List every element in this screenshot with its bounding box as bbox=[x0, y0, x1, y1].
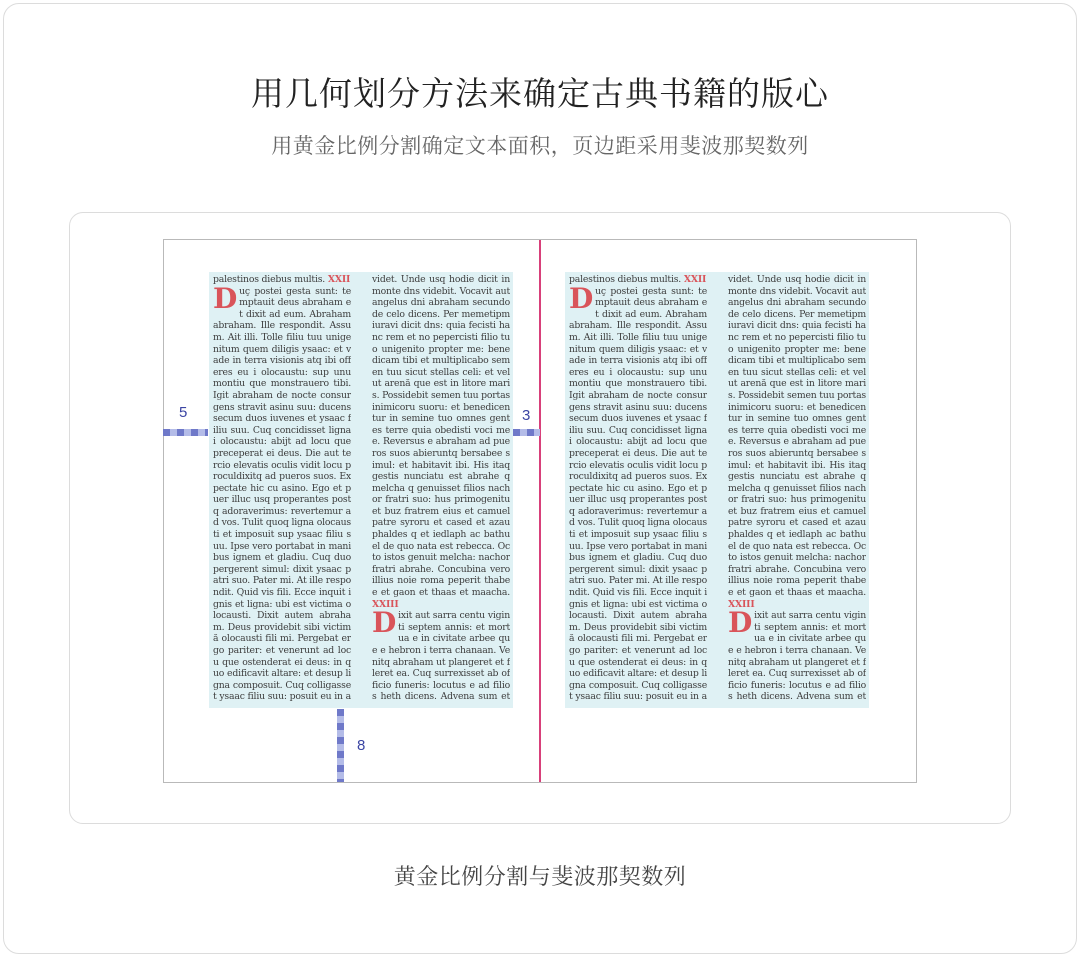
body-text: uç postei gesta sunt: temptauit deus abraham et dixit ad eum. Abraham abraham. Ille respondit. Assum. Ait illi. Tolle filiu tuu unigenitum quem diligis ysaac: et vade in terra visionis atq ibi offeres eu i olocaustu: sup unu montiu que monstrauero tibi. Igit abraham de nocte consurgens stravit asinu suu: ducens secum duos iuvenes et ysaac filiu suu. Cuq concidisset ligna i olocaustu: abijt ad locu que preceperat ei deus. Die aut tercio elevatis oculis vidit locu proculdixitq ad pueros suos. Expectate hic cu asino. Ego et puer illuc usq properantes postq adoraverimus: revertemur ad vos. Tulit quoq ligna olocausti et imposuit sup ysaac filiu suu. Ipse vero portabat in manibus ignem et gladiu. Cuq duo pergerent simul: dixit ysaac patri suo. Pater mi. At ille respondit. Quid vis fili. Ecce inquit ignis et ligna: ubi est victima olocausti. Dixit autem abraham. Deus providebit sibi victimă olocausti fili mi. Pergebat ergo pariter: et venerunt ad locu que ostenderat ei deus: in quo edificavit altare: et desup ligna composuit. Cuq colligasset ysaac filiu suu: posuit eu in a bbox=[213, 285, 351, 703]
outer-margin-label: 5 bbox=[179, 404, 188, 421]
text-block-left bbox=[209, 272, 513, 708]
text-column bbox=[213, 274, 351, 704]
initial-capital: D bbox=[728, 606, 753, 640]
body-text: videt. Unde usq hodie dicit in monte dns videbit. Vocavit aut angelus dni abraham secundo de celo dicens. Per memetipm iuravi dicit dns: quia fecisti hanc rem et no pepercisti filio tuo unigenito propter me: benedicam tibi et multiplicabo semen tuu sicut stellas celi: et velut arenă que est in litore maris. Possidebit semen tuu portas inimicoru suoru: et benedicentur in semine tuo omnes gentes terre quia obedisti voci mee. Reversus e abraham ad pueros suos abieruntq bersabee simul: et habitavit ibi. His itaq gestis nunciatu est abrahe q melcha q genuisset filios nachor fratri suo: hus primogenitu et buz fratrem eius et camuel patre syroru et cased et azau phaldes q et iedlaph ac bathuel de quo nata est rebecca. Octo istos genuit melcha: nachor fratri abrahe. Concubina vero illius noie roma peperit thabee et gaon et thaas et maacha. bbox=[372, 274, 510, 599]
book-spread bbox=[163, 239, 917, 783]
gutter-margin-marker bbox=[513, 429, 540, 436]
bottom-margin-marker bbox=[337, 709, 344, 782]
page-subtitle: 用黄金比例分割确定文本面积，页边距采用斐波那契数列 bbox=[271, 134, 809, 158]
figure-caption: 黄金比例分割与斐波那契数列 bbox=[393, 865, 687, 890]
initial-capital: D bbox=[213, 281, 238, 315]
body-text: uç postei gesta sunt: temptauit deus abraham et dixit ad eum. Abraham abraham. Ille respondit. Assum. Ait illi. Tolle filiu tuu unigenitum quem diligis ysaac: et vade in terra visionis atq ibi offeres eu i olocaustu: sup unu montiu que monstrauero tibi. Igit abraham de nocte consurgens stravit asinu suu: ducens secum duos iuvenes et ysaac filiu suu. Cuq concidisset ligna i olocaustu: abijt ad locu que preceperat ei deus. Die aut tercio elevatis oculis vidit locu proculdixitq ad pueros suos. Expectate hic cu asino. Ego et puer illuc usq properantes postq adoraverimus: revertemur ad vos. Tulit quoq ligna olocausti et imposuit sup ysaac filiu suu. Ipse vero portabat in manibus ignem et gladiu. Cuq duo pergerent simul: dixit ysaac patri suo. Pater mi. At ille respondit. Quid vis fili. Ecce inquit ignis et ligna: ubi est victima olocausti. Dixit autem abraham. Deus providebit sibi victimă olocausti fili mi. Pergebat ergo pariter: et venerunt ad locu que ostenderat ei deus: in quo edificavit altare: et desup ligna composuit. Cuq colligasset ysaac filiu suu: posuit eu in a bbox=[569, 285, 707, 703]
chapter-number: XXII bbox=[683, 274, 707, 285]
initial-capital: D bbox=[372, 606, 397, 640]
bottom-margin-label: 8 bbox=[357, 737, 366, 754]
gutter-margin-label: 3 bbox=[522, 407, 531, 424]
body-text: ixit aut sarra centu viginti septem annis: et mortua e in civitate arbee que e hebron i terra chanaan. Venitq abraham ut plangeret et fleret ea. Cuq surrexisset ab officio funeris: locutus e ad filios heth dicens. Advena sum et bbox=[372, 610, 510, 703]
chapter-number: XXIII bbox=[372, 598, 399, 610]
chapter-number: XXIII bbox=[728, 598, 755, 610]
outer-margin-marker bbox=[163, 429, 208, 436]
gutter-line bbox=[539, 240, 541, 782]
text-column bbox=[372, 274, 510, 704]
text-column bbox=[569, 274, 707, 704]
body-text: ixit aut sarra centu viginti septem annis: et mortua e in civitate arbee que e hebron i terra chanaan. Venitq abraham ut plangeret et fleret ea. Cuq surrexisset ab officio funeris: locutus e ad filios heth dicens. Advena sum et bbox=[728, 610, 866, 703]
text-block-right bbox=[565, 272, 869, 708]
running-head: palestinos diebus multis. bbox=[213, 274, 326, 285]
text-column bbox=[728, 274, 866, 704]
initial-capital: D bbox=[569, 281, 594, 315]
chapter-number: XXII bbox=[327, 274, 351, 285]
running-head: palestinos diebus multis. bbox=[569, 274, 682, 285]
body-text: videt. Unde usq hodie dicit in monte dns videbit. Vocavit aut angelus dni abraham secundo de celo dicens. Per memetipm iuravi dicit dns: quia fecisti hanc rem et no pepercisti filio tuo unigenito propter me: benedicam tibi et multiplicabo semen tuu sicut stellas celi: et velut arenă que est in litore maris. Possidebit semen tuu portas inimicoru suoru: et benedicentur in semine tuo omnes gentes terre quia obedisti voci mee. Reversus e abraham ad pueros suos abieruntq bersabee simul: et habitavit ibi. His itaq gestis nunciatu est abrahe q melcha q genuisset filios nachor fratri suo: hus primogenitu et buz fratrem eius et camuel patre syroru et cased et azau phaldes q et iedlaph ac bathuel de quo nata est rebecca. Octo istos genuit melcha: nachor fratri abrahe. Concubina vero illius noie roma peperit thabee et gaon et thaas et maacha. bbox=[728, 274, 866, 599]
page-title: 用几何划分方法来确定古典书籍的版心 bbox=[251, 74, 829, 113]
